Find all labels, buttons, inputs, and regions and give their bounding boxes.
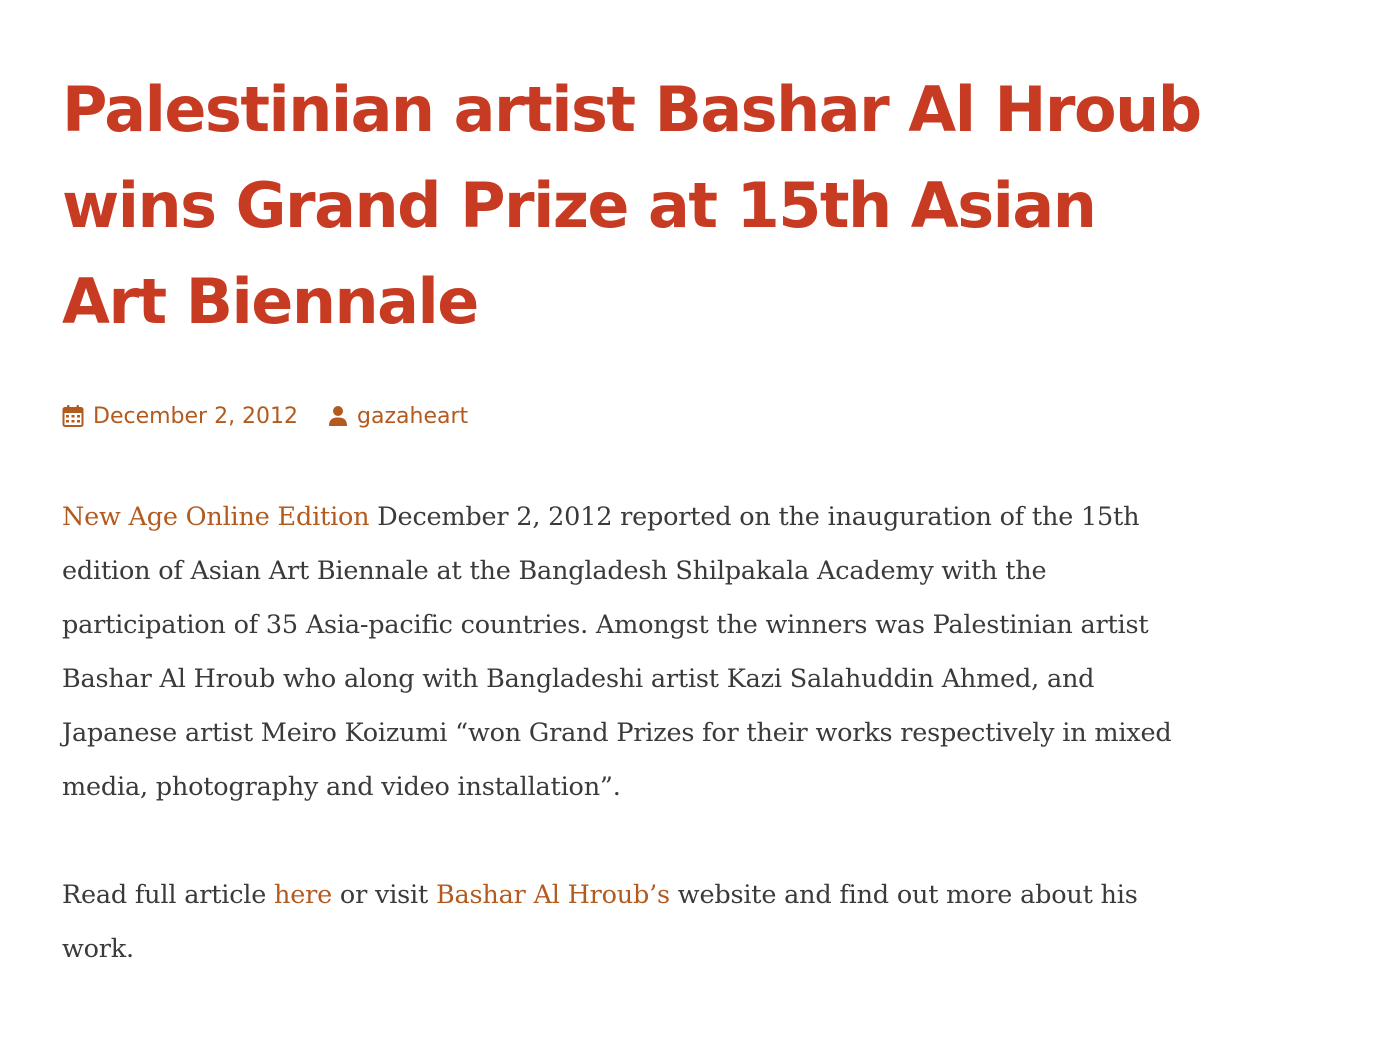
title-line-2: wins Grand Prize at 15th Asian [62, 169, 1096, 242]
here-link[interactable]: here [274, 880, 333, 910]
paragraph-1-line-6: media, photography and video installation”. [62, 772, 621, 802]
title-line-1: Palestinian artist Bashar Al Hroub [62, 73, 1201, 146]
source-link[interactable]: New Age Online Edition [62, 502, 370, 532]
article-content [62, 490, 1332, 976]
paragraph-2-line-2: work. [62, 934, 134, 964]
user-icon [328, 405, 348, 427]
artist-website-link[interactable]: Bashar Al Hroub’s [435, 880, 670, 910]
paragraph-1-line-1 [62, 490, 1332, 544]
post-author [328, 404, 468, 429]
paragraph-1-line-3: participation of 35 Asia-pacific countries. Amongst the winners was Palestinian artist [62, 610, 1149, 640]
paragraph-1-line-4: Bashar Al Hroub who along with Bangladeshi artist Kazi Salahuddin Ahmed, and [62, 664, 1095, 694]
paragraph-1 [62, 490, 1332, 814]
post-meta [62, 400, 1332, 432]
article-title [62, 62, 1332, 350]
paragraph-2-text-3: website and find out more about his [669, 880, 1138, 910]
paragraph-2-text-1: Read full article [62, 880, 275, 910]
post-date-link[interactable]: December 2, 2012 [93, 403, 299, 429]
paragraph-1-line-1-text: December 2, 2012 reported on the inauguration of the 15th [369, 502, 1140, 532]
post-date [62, 404, 298, 429]
paragraph-2-text-2: or visit [332, 880, 436, 910]
paragraph-2 [62, 868, 1332, 976]
calendar-icon [62, 404, 84, 428]
paragraph-1-line-2: edition of Asian Art Biennale at the Bangladesh Shilpakala Academy with the [62, 556, 1047, 586]
paragraph-1-line-5: Japanese artist Meiro Koizumi “won Grand Prizes for their works respectively in mixed [62, 718, 1172, 748]
article [62, 62, 1332, 976]
paragraph-2-line-1 [62, 868, 1332, 922]
title-line-3: Art Biennale [62, 265, 478, 338]
post-author-link[interactable]: gazaheart [357, 403, 469, 429]
